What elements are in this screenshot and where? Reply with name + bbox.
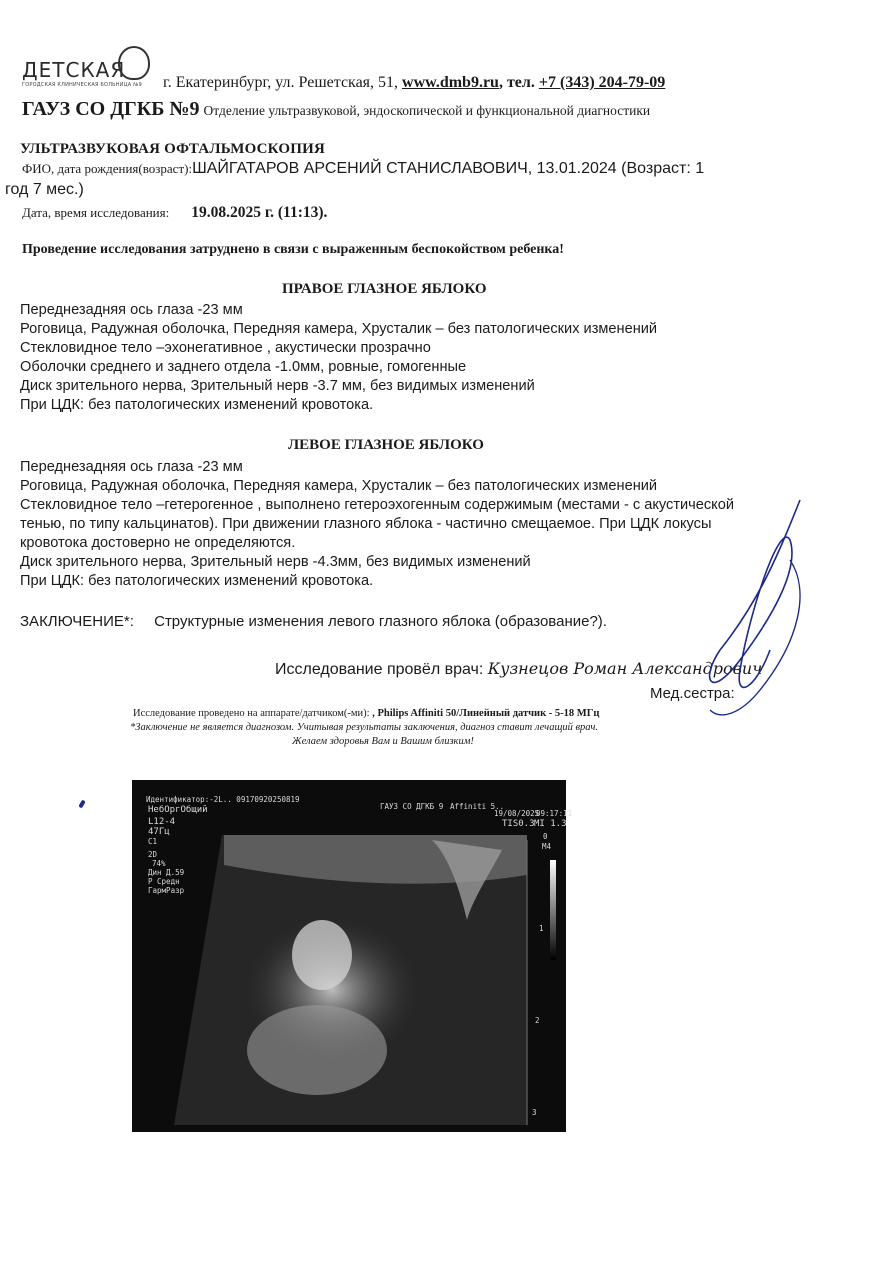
- finding-line: Стекловидное тело –эхонегативное , акустически прозрачно: [20, 340, 431, 356]
- us-c1: C1: [148, 837, 158, 846]
- date-value: 19.08.2025 г. (11:13).: [191, 204, 328, 221]
- us-time: 09:17:11: [536, 809, 573, 818]
- us-harm: ГармРазр: [148, 886, 185, 895]
- warning-text: Проведение исследования затруднено в связи с выраженным беспокойством ребенка!: [22, 242, 564, 257]
- department-name: Отделение ультразвуковой, эндоскопической и функциональной диагностики: [203, 103, 651, 118]
- left-eye-heading: ЛЕВОЕ ГЛАЗНОЕ ЯБЛОКО: [288, 437, 484, 453]
- finding-line: Переднезадняя ось глаза -23 мм: [20, 302, 243, 318]
- conclusion-label: ЗАКЛЮЧЕНИЕ*:: [20, 613, 134, 630]
- us-device: Affiniti 5..: [450, 802, 505, 811]
- left-eye-findings: [20, 458, 734, 591]
- conclusion: [20, 612, 607, 631]
- finding-line: Диск зрительного нерва, Зрительный нерв -3.7 мм, без видимых изменений: [20, 378, 535, 394]
- phone-label: тел.: [506, 74, 535, 91]
- header-contacts: [163, 74, 665, 92]
- finding-line: Оболочки среднего и заднего отдела -1.0мм, ровные, гомогенные: [20, 359, 467, 375]
- us-tis: TIS0.3: [502, 819, 535, 829]
- exam-title: УЛЬТРАЗВУКОВАЯ ОФТАЛЬМОСКОПИЯ: [20, 141, 325, 157]
- device-label: Исследование проведено на аппарате/датчиком(-ми):: [133, 708, 370, 719]
- fio-line: [22, 160, 704, 178]
- finding-line: Роговица, Радужная оболочка, Передняя камера, Хрусталик – без патологических изменений: [20, 478, 658, 494]
- date-label: Дата, время исследования:: [22, 205, 170, 220]
- fio-value: ШАЙГАТАРОВ АРСЕНИЙ СТАНИСЛАВОВИЧ, 13.01.2024 (Возраст: 1: [192, 160, 705, 177]
- date-line: [22, 204, 327, 222]
- us-scale-0: 0: [543, 832, 548, 841]
- us-scale-3: 3: [532, 1108, 537, 1117]
- us-mode: 2D: [148, 850, 158, 859]
- finding-line: кровотока достоверно не определяются.: [20, 535, 296, 551]
- us-mi: MI 1.3: [534, 819, 567, 829]
- us-preset: НебОргОбщий: [148, 805, 208, 815]
- finding-line: тенью, по типу кальцинатов). При движении глазного яблока - частично смещаемое. При ЦДК локусы: [20, 516, 712, 532]
- phone-number[interactable]: +7 (343) 204-79-09: [538, 74, 666, 91]
- fio-value-cont: год 7 мес.): [5, 181, 84, 198]
- us-dyn: Дин Д.59: [148, 868, 185, 877]
- us-id: Идентификатор:-2L.. 09170920250819: [146, 795, 300, 804]
- finding-line: Диск зрительного нерва, Зрительный нерв -4.3мм, без видимых изменений: [20, 554, 531, 570]
- org-line: [22, 98, 650, 121]
- us-m4: M4: [542, 842, 552, 851]
- us-clinic: ГАУЗ СО ДГКБ 9: [380, 802, 444, 811]
- doctor-label: Исследование провёл врач:: [275, 661, 484, 678]
- right-eye-heading: ПРАВОЕ ГЛАЗНОЕ ЯБЛОКО: [282, 281, 487, 297]
- finding-line: Стекловидное тело –гетерогенное , выполнено гетероэхогенным содержимым (местами - с акустической: [20, 497, 734, 513]
- wish: Желаем здоровья Вам и Вашим близким!: [292, 736, 474, 747]
- us-scale-1: 1: [539, 924, 544, 933]
- fio-label: ФИО, дата рождения(возраст):: [22, 161, 193, 176]
- finding-line: Переднезадняя ось глаза -23 мм: [20, 459, 243, 475]
- ultrasound-scan: [132, 780, 566, 1132]
- org-name: ГАУЗ СО ДГКБ №9: [22, 98, 200, 120]
- us-date: 19/08/2025: [494, 809, 540, 818]
- finding-line: При ЦДК: без патологических изменений кровотока.: [20, 573, 374, 589]
- nurse-label: Мед.сестра:: [650, 685, 735, 702]
- device-value: , Philips Affiniti 50/Линейный датчик - 5-18 МГц: [372, 708, 600, 719]
- website-link[interactable]: www.dmb9.ru: [402, 74, 499, 91]
- comma: ,: [498, 74, 503, 91]
- logo-subtitle: ГОРОДСКАЯ КЛИНИЧЕСКАЯ БОЛЬНИЦА №9: [22, 82, 142, 88]
- conclusion-text: Структурные изменения левого глазного яблока (образование?).: [154, 613, 607, 630]
- us-gain: 74%: [152, 859, 166, 868]
- doctor-name: Кузнецов Роман Александрович: [487, 659, 763, 678]
- us-freq: 47Гц: [148, 827, 170, 837]
- us-scale-2: 2: [535, 1016, 540, 1025]
- logo-text: ДЕТСКАЯ: [22, 58, 126, 82]
- disclaimer: *Заключение не является диагнозом. Учитывая результаты заключения, диагноз ставит лечащий врач.: [130, 722, 599, 733]
- ultrasound-image: [132, 780, 573, 1132]
- signature-scribble-icon: [680, 490, 830, 730]
- ink-mark: [78, 800, 85, 809]
- right-eye-findings: [20, 301, 657, 415]
- address: г. Екатеринбург, ул. Решетская, 51,: [163, 74, 399, 91]
- us-probe: L12-4: [148, 817, 176, 827]
- device-line: [133, 708, 599, 719]
- finding-line: При ЦДК: без патологических изменений кровотока.: [20, 397, 374, 413]
- logo-face-icon: [118, 46, 150, 80]
- us-p: Р Средн: [148, 877, 180, 886]
- finding-line: Роговица, Радужная оболочка, Передняя камера, Хрусталик – без патологических изменений: [20, 321, 658, 337]
